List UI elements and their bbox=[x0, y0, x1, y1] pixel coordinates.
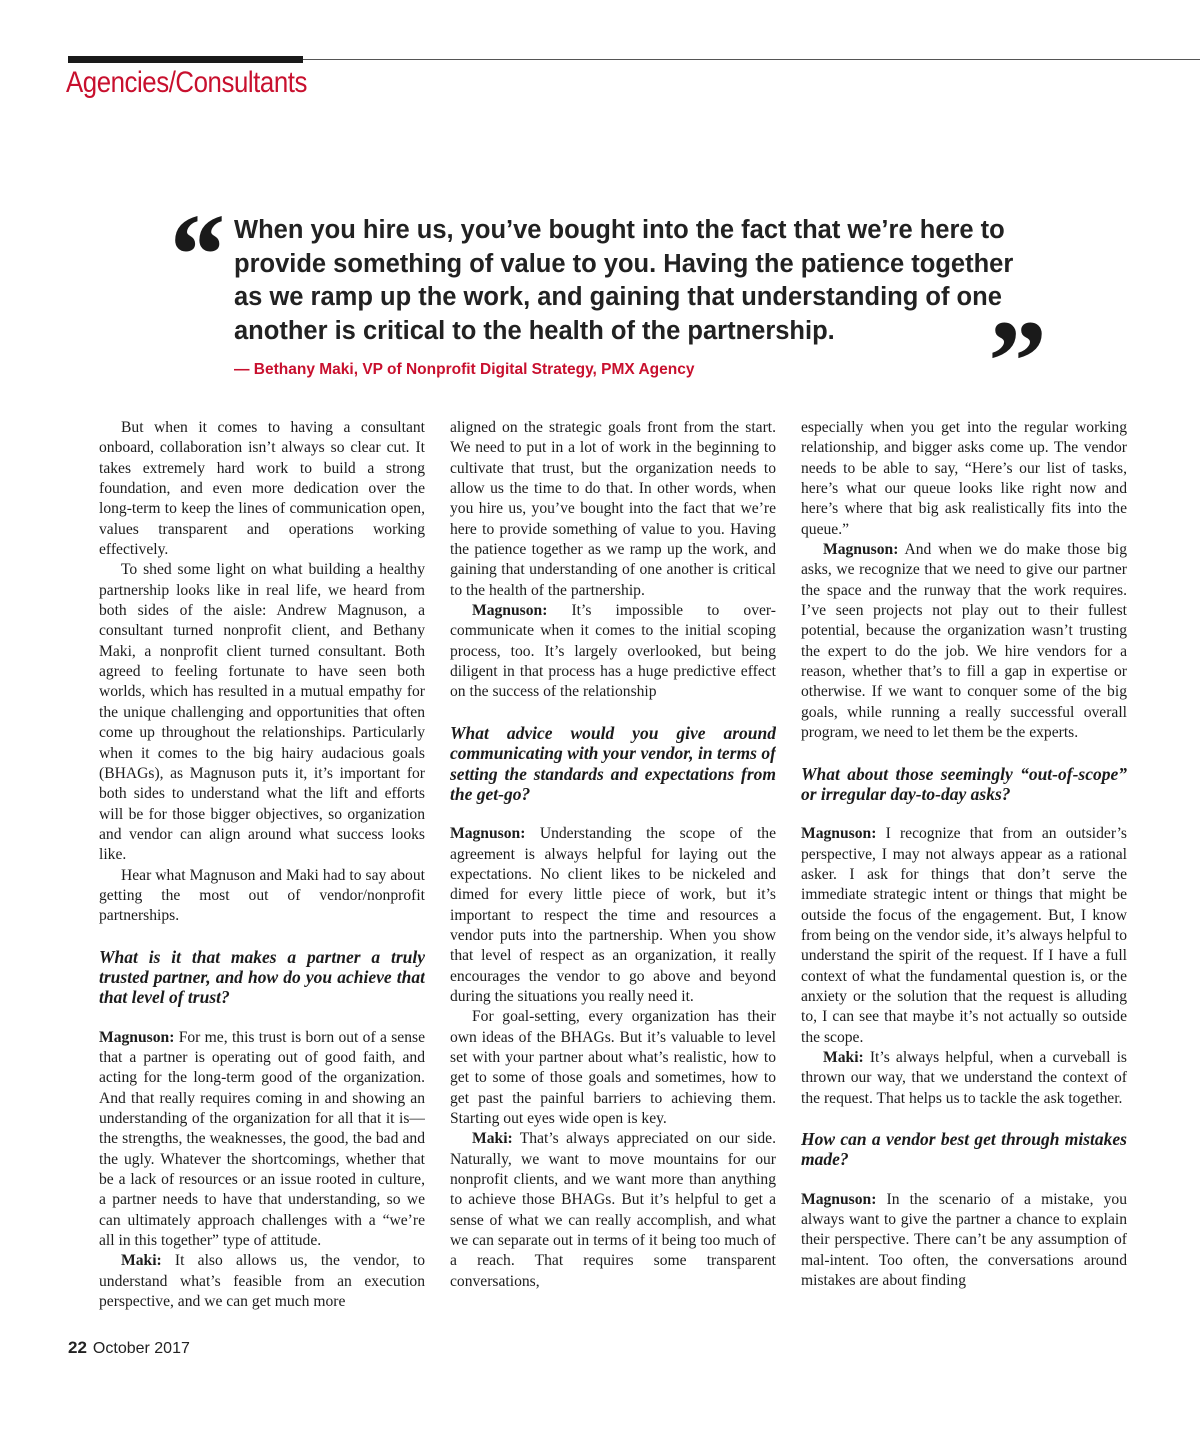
answer-paragraph bbox=[801, 540, 1127, 743]
paragraph: For goal-setting, every organization has their own ideas of the BHAGs. But it’s valuable to level set with your partner about what’s realistic, how to get to some of those goals and sometimes, how to get past the painful barriers to achieving them. Starting out eyes wide open is key. bbox=[450, 1008, 776, 1127]
header-rule-thin bbox=[303, 59, 1200, 60]
interview-question: How can a vendor best get through mistakes made? bbox=[801, 1129, 1127, 1170]
article-column-1 bbox=[99, 418, 425, 1358]
answer-text: Understanding the scope of the agreement is always helpful for laying out the expectations. No client likes to be nickeled and dimed for every little piece of work, but it’s important to respect the time and resources a vendor puts into the partnership. When you show that level of respect as an organization, it really encourages the vendor to go above and beyond during the situations you really need it. bbox=[450, 825, 776, 1005]
close-quote-mark-icon: ” bbox=[988, 296, 1047, 427]
paragraph: Hear what Magnuson and Maki had to say about getting the most out of vendor/nonprofit partnerships. bbox=[99, 866, 425, 925]
answer-text: That’s always appreciated on our side. Naturally, we want to move mountains for our nonprofit clients, and we want more than anything to achieve those BHAGs. But it’s helpful to get a sense of what we can really accomplish, and what we can separate out in terms of it being too much of a reach. That requires some transparent conversations, bbox=[450, 1130, 776, 1290]
header-rule-thick bbox=[68, 56, 303, 63]
speaker-name: Maki: bbox=[823, 1048, 864, 1066]
answer-text: It’s always helpful, when a curveball is thrown our way, that we understand the context of the request. That helps us to tackle the ask together. bbox=[801, 1048, 1127, 1107]
answer-paragraph bbox=[801, 1190, 1127, 1292]
section-title: Agencies/Consultants bbox=[66, 66, 307, 99]
speaker-name: Maki: bbox=[472, 1130, 513, 1148]
interview-question: What is it that makes a partner a truly trusted partner, and how do you achieve that that level of trust? bbox=[99, 946, 425, 1008]
answer-paragraph bbox=[801, 1048, 1127, 1109]
speaker-name: Magnuson: bbox=[823, 541, 899, 559]
paragraph: To shed some light on what building a healthy partnership looks like in real life, we heard from both sides of the aisle: Andrew Magnuson, a consultant turned nonprofit client, and Bethany Maki, a nonprofit client turned consultant. Both agreed to feeling fortunate to have seen both worlds, which has resulted in a mutual empathy for the unique challenging and opportunities that often come up throughout the relationships. Particularly when it comes to the big hairy audacious goals (BHAGs), as Magnuson puts it, it’s important for both sides to understand what the lift and efforts will be for those bigger objectives, so organization and vendor can align around what success looks like. bbox=[99, 561, 425, 864]
paragraph: especially when you get into the regular working relationship, and bigger asks come up. The vendor needs to be able to say, “Here’s our list of tasks, here’s what our queue looks like right now and here’s where that big ask realistically fits into the queue.” bbox=[801, 419, 1127, 538]
answer-paragraph bbox=[450, 601, 776, 703]
speaker-name: Maki: bbox=[121, 1252, 162, 1270]
open-quote-mark-icon: “ bbox=[164, 189, 223, 320]
article-column-3 bbox=[801, 418, 1127, 1358]
answer-text: For me, this trust is born out of a sense that a partner is operating out of good faith, and acting for the long-term good of the organization. And that really requires coming in and showing an understanding of the organization for all that it is—the strengths, the weaknesses, the good, the bad and the ugly. Whatever the shortcomings, whether that be a lack of resources or an issue rooted in culture, a partner needs to have that understanding, so we can ultimately approach challenges with a “we’re all in this together” type of attitude. bbox=[99, 1028, 425, 1250]
interview-question: What about those seemingly “out-of-scope” or irregular day-to-day asks? bbox=[801, 763, 1127, 804]
paragraph: aligned on the strategic goals front from the start. We need to put in a lot of work in the beginning to cultivate that trust, but the organization needs to allow us the time to do that. In other words, when you hire us, you’ve bought into the fact that we’re here to provide something of value to you. Having the patience together as we ramp up the work, and gaining that understanding of one another is critical to the health of the partnership. bbox=[450, 419, 776, 599]
answer-text: It also allows us, the vendor, to understand what’s feasible from an execution perspective, and we can get much more bbox=[99, 1252, 425, 1311]
answer-text: In the scenario of a mistake, you always want to give the partner a chance to explain their perspective. There can’t be any assumption of mal-intent. Too often, the conversations around mistakes are about finding bbox=[801, 1190, 1127, 1290]
answer-paragraph bbox=[99, 1028, 425, 1252]
pull-quote-text: When you hire us, you’ve bought into the fact that we’re here to provide something of value to you. Having the patience together as we ramp up the work, and gaining that understanding of one another is critical to the health of the partnership. bbox=[234, 216, 1014, 345]
answer-paragraph bbox=[450, 1129, 776, 1292]
page-number: 22 bbox=[68, 1338, 87, 1357]
answer-text: It’s impossible to over-communicate when it comes to the initial scoping process, too. It’s largely overlooked, but being diligent in that process has a huge predictive effect on the success of the relationship bbox=[450, 602, 776, 701]
answer-text: I recognize that from an outsider’s perspective, I may not always appear as a rational asker. I ask for things that don’t serve the immediate strategic intent or things that might be outside the focus of the engagement. But, I know from being on the vendor side, it’s always helpful to understand the spirit of the request. If I have a full context of what the fundamental question is, or the anxiety or the solution that the request is alluding to, I can see that maybe it’s not actually so outside the scope. bbox=[801, 825, 1127, 1046]
page-footer bbox=[68, 1338, 190, 1358]
speaker-name: Magnuson: bbox=[99, 1028, 175, 1046]
answer-text: And when we do make those big asks, we recognize that we need to give our partner the space and the runway that the work requires. I’ve seen projects not play out to their fullest potential, because the organization wasn’t trusting the expert to do the job. We hire vendors for a reason, whether that’s to fill a gap in expertise or otherwise. If we want to conquer some of the big goals, while running a really successful overall program, we need to let them be the experts. bbox=[801, 541, 1127, 742]
answer-paragraph bbox=[99, 1251, 425, 1312]
interview-question: What advice would you give around communicating with your vendor, in terms of setting the standards and expectations from the get-go? bbox=[450, 722, 776, 804]
speaker-name: Magnuson: bbox=[472, 602, 548, 620]
answer-paragraph bbox=[450, 824, 776, 1007]
speaker-name: Magnuson: bbox=[450, 825, 526, 843]
paragraph: But when it comes to having a consultant onboard, collaboration isn’t always so clear cut. It takes extremely hard work to build a strong foundation, and even more dedication over the long-term to keep the lines of communication open, values transparent and operations working effectively. bbox=[99, 419, 425, 559]
speaker-name: Magnuson: bbox=[801, 825, 877, 843]
article-column-2 bbox=[450, 418, 776, 1358]
issue-date: October 2017 bbox=[92, 1340, 190, 1357]
answer-paragraph bbox=[801, 824, 1127, 1048]
pull-quote-attribution: — Bethany Maki, VP of Nonprofit Digital Strategy, PMX Agency bbox=[234, 361, 695, 378]
speaker-name: Magnuson: bbox=[801, 1190, 877, 1208]
